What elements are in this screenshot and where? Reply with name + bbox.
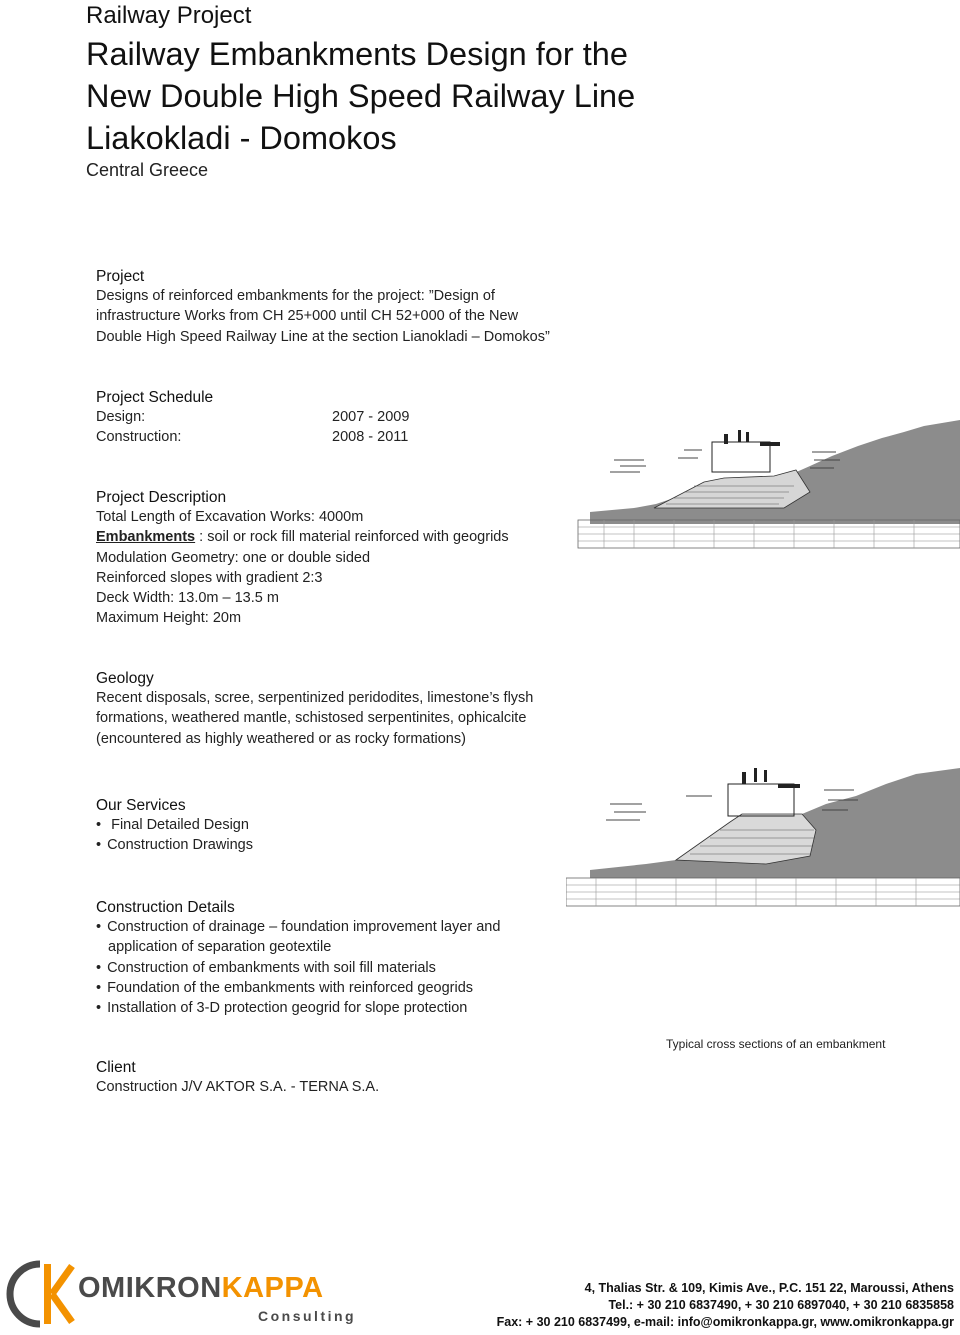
project-line: infrastructure Works from CH 25+000 until CH 52+000 of the New <box>96 308 519 325</box>
detail-item: • Construction of drainage – foundation improvement layer and <box>96 917 500 937</box>
embankments-term: Embankments <box>96 529 196 546</box>
embankments-text: : soil or rock fill material reinforced with geogrids <box>195 529 509 546</box>
client-name: Construction J/V AKTOR S.A. - TERNA S.A. <box>96 1079 380 1095</box>
description-section <box>96 489 509 629</box>
title-line: New Double High Speed Railway Line <box>86 78 636 114</box>
detail-item: • Installation of 3-D protection geogrid for slope protection <box>96 998 500 1018</box>
logo-wordmark <box>78 1272 324 1305</box>
description-line: Deck Width: 13.0m – 13.5 m <box>96 590 279 607</box>
description-line: Total Length of Excavation Works: 4000m <box>96 509 364 525</box>
section-heading: Project Schedule <box>96 389 214 406</box>
detail-item: • Foundation of the embankments with reinforced geogrids <box>96 978 500 998</box>
project-category: Railway Project <box>86 2 252 29</box>
geology-line: Recent disposals, scree, serpentinized peridodites, limestone’s flysh <box>96 690 534 706</box>
section-heading: Project Description <box>96 489 227 506</box>
description-line <box>96 527 509 547</box>
geology-section <box>96 670 533 749</box>
description-line: Maximum Height: 20m <box>96 610 242 627</box>
project-section <box>96 268 550 347</box>
schedule-section <box>96 389 496 448</box>
footer-fax-email: Fax: + 30 210 6837499, e-mail: info@omikronkappa.gr, www.omikronkappa.gr <box>496 1315 954 1329</box>
figure-caption: Typical cross sections of an embankment <box>666 1037 886 1051</box>
description-line: Modulation Geometry: one or double sided <box>96 549 371 566</box>
logo-word-kappa: KAPPA <box>221 1272 324 1304</box>
schedule-row <box>96 407 496 427</box>
schedule-row <box>96 427 496 447</box>
detail-item-continued: application of separation geotextile <box>108 939 332 956</box>
cross-section-drawing-upper <box>574 420 960 560</box>
omikronkappa-logo-icon <box>6 1258 76 1330</box>
detail-item: • Construction of embankments with soil fill materials <box>96 958 500 978</box>
footer-address: 4, Thalias Str. & 109, Kimis Ave., P.C. 151 22, Maroussi, Athens <box>584 1281 954 1295</box>
project-region: Central Greece <box>86 160 209 180</box>
project-line: Double High Speed Railway Line at the section Lianokladi – Domokos” <box>96 328 550 345</box>
schedule-label: Construction: <box>96 429 182 446</box>
service-item: • Final Detailed Design <box>96 815 253 835</box>
embankment-body <box>676 814 816 864</box>
schedule-label: Design: <box>96 409 146 425</box>
service-item: • Construction Drawings <box>96 835 253 855</box>
schedule-value: 2008 - 2011 <box>332 429 409 446</box>
section-heading: Project <box>96 268 145 285</box>
title-line: Liakokladi - Domokos <box>86 120 397 156</box>
description-line: Reinforced slopes with gradient 2:3 <box>96 569 323 586</box>
project-line: Designs of reinforced embankments for the project: ”Design of <box>96 288 495 304</box>
section-heading: Geology <box>96 670 154 687</box>
geology-line: formations, weathered mantle, schistosed serpentinites, ophicalcite <box>96 710 527 727</box>
logo-subtitle: Consulting <box>258 1308 357 1324</box>
title-line: Railway Embankments Design for the <box>86 36 628 72</box>
section-heading: Client <box>96 1059 136 1076</box>
section-heading: Our Services <box>96 797 186 814</box>
client-section <box>96 1059 379 1097</box>
geology-line: (encountered as highly weathered or as rocky formations) <box>96 730 466 747</box>
construction-details-section <box>96 899 500 1018</box>
services-section <box>96 797 253 856</box>
section-heading: Construction Details <box>96 899 235 916</box>
schedule-value: 2007 - 2009 <box>332 409 410 425</box>
embankment-body <box>654 470 810 508</box>
page-title <box>86 33 786 159</box>
logo-word-omikron: OMIKRON <box>78 1272 222 1304</box>
footer-phone: Tel.: + 30 210 6837490, + 30 210 6897040, + 30 210 6835858 <box>608 1298 954 1312</box>
cross-section-drawing-lower <box>566 760 960 910</box>
